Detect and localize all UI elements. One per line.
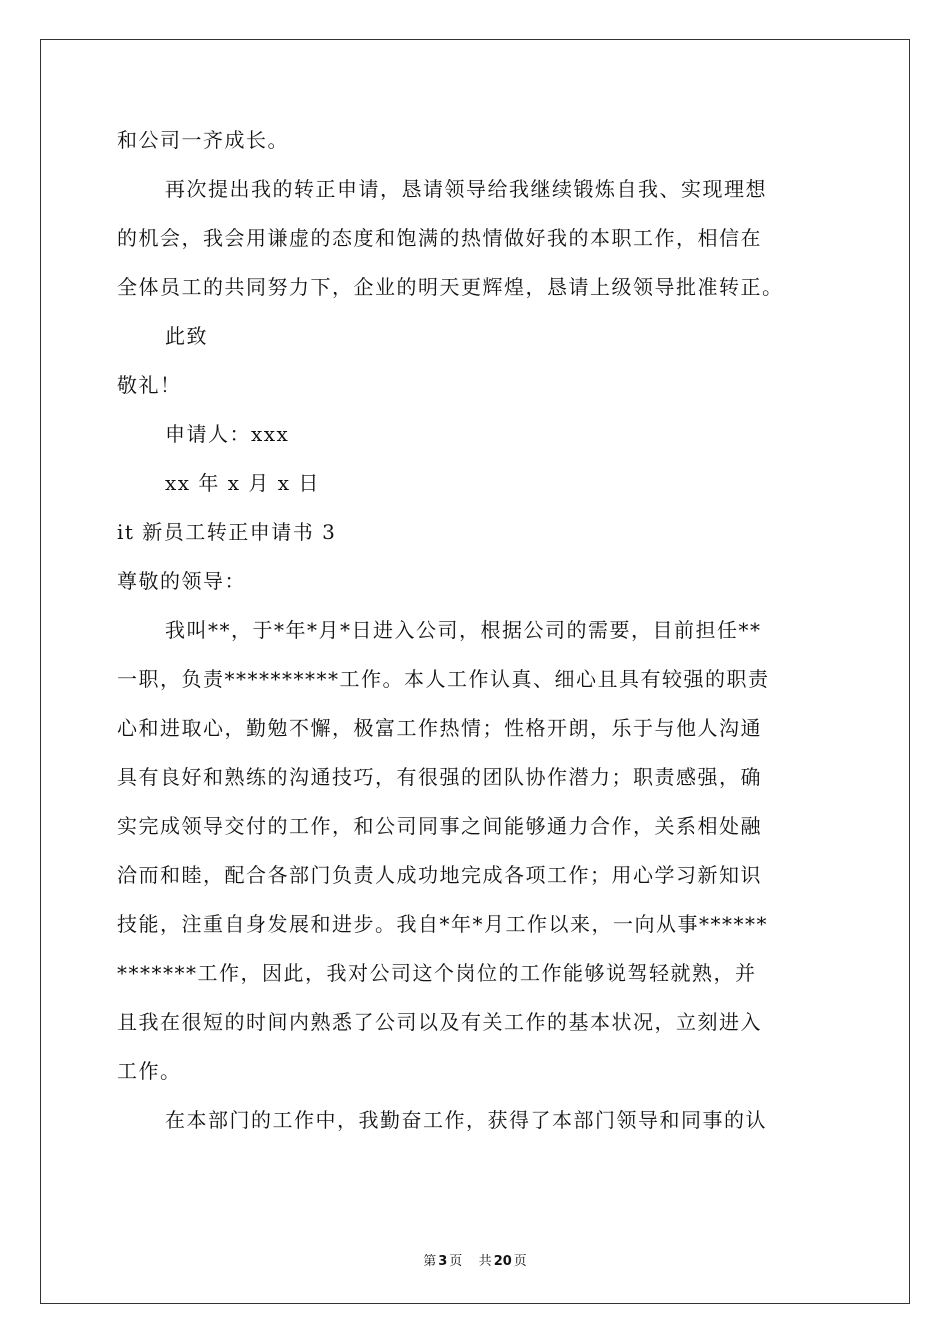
text-line: 且我在很短的时间内熟悉了公司以及有关工作的基本状况，立刻进入	[117, 1010, 762, 1034]
text-line: 实完成领导交付的工作，和公司同事之间能够通力合作，关系相处融	[117, 814, 762, 838]
text-line: 和公司一齐成长。	[117, 128, 289, 152]
closing-regards: 敬礼！	[117, 373, 182, 397]
text-line: 的机会，我会用谦虚的态度和饱满的热情做好我的本职工作，相信在	[117, 226, 762, 250]
text-line: 一职，负责**********工作。本人工作认真、细心且具有较强的职责	[117, 667, 770, 691]
footer-total-prefix: 共	[478, 1254, 492, 1269]
text-line: 在本部门的工作中，我勤奋工作，获得了本部门领导和同事的认	[165, 1108, 767, 1132]
footer-total-suffix: 页	[513, 1254, 527, 1269]
text-line: 工作。	[117, 1059, 182, 1083]
text-line: 心和进取心，勤勉不懈，极富工作热情；性格开朗，乐于与他人沟通	[117, 716, 762, 740]
text-line: 技能，注重自身发展和进步。我自*年*月工作以来，一向从事******	[117, 912, 768, 936]
section-title: it 新员工转正申请书 3	[117, 520, 337, 544]
text-line: 洽而和睦，配合各部门负责人成功地完成各项工作；用心学习新知识	[117, 863, 762, 887]
greeting: 尊敬的领导：	[117, 569, 246, 593]
footer-page-prefix: 第	[423, 1254, 437, 1269]
footer-total-pages: 20	[493, 1254, 512, 1269]
text-line: 全体员工的共同努力下，企业的明天更辉煌，恳请上级领导批准转正。	[117, 275, 784, 299]
text-line: 再次提出我的转正申请，恳请领导给我继续锻炼自我、实现理想	[165, 177, 767, 201]
footer-page-number: 3	[438, 1254, 448, 1269]
text-line: 我叫**，于*年*月*日进入公司，根据公司的需要，目前担任**	[165, 618, 762, 642]
text-line: *******工作，因此，我对公司这个岗位的工作能够说驾轻就熟，并	[117, 961, 757, 985]
closing-salutation: 此致	[165, 324, 208, 348]
applicant-signature: 申请人：xxx	[165, 422, 290, 446]
text-line: 具有良好和熟练的沟通技巧，有很强的团队协作潜力；职责感强，确	[117, 765, 762, 789]
page-footer	[0, 1250, 950, 1269]
signature-date: xx 年 x 月 x 日	[165, 471, 320, 495]
footer-page-suffix: 页	[449, 1254, 463, 1269]
